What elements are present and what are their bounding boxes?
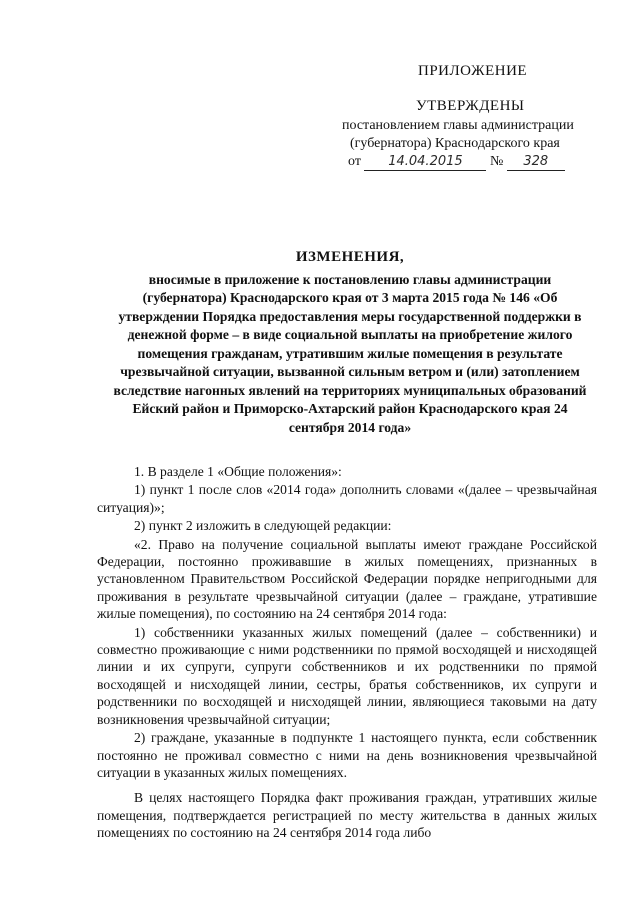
document-body [97,463,597,843]
document-title [110,248,590,437]
paragraph: 2) пункт 2 изложить в следующей редакции: [134,518,392,534]
handwritten-date: 14.04.2015 [364,153,486,171]
from-label: от [348,154,361,169]
paragraph: «2. Право на получение социальной выплаты имеют граждане Российской Федерации, постоянно проживавшие в жилых помещениях, признанных в установленном Правительством Российской Федерации порядке непригодными для проживания в результате чрезвычайной ситуации (далее – граждане, утратившие жилые помещения), по состоянию на 24 сентября 2014 года: [97,536,597,622]
paragraph: 1. В разделе 1 «Общие положения»: [134,464,342,479]
approval-line-1: постановлением главы администрации [342,118,574,133]
appendix-label: ПРИЛОЖЕНИЕ [418,63,528,79]
approved-label: УТВЕРЖДЕНЫ [416,98,525,114]
approval-line-2: (губернатора) Краснодарского края [350,136,560,151]
paragraph: 1) пункт 1 после слов «2014 года» дополнить словами «(далее – чрезвычайная ситуация)»; [97,482,597,515]
approval-date-line [348,153,565,171]
paragraph: 2) граждане, указанные в подпункте 1 настоящего пункта, если собственник постоянно не проживал совместно с ними на день возникновения чрезвычайной ситуации в указанных жилых помещениях. [97,730,597,780]
handwritten-number: 328 [507,153,565,171]
number-label: № [489,154,504,169]
title-text: вносимые в приложение к постановлению главы администрации (губернатора) Краснодарского края от 3 марта 2015 года № 146 «Об утверждении Порядка предоставления меры государственной поддержки в денежной форме – в виде социальной выплаты на приобретение жилого помещения гражданам, утратившим жилые помещения в результате чрезвычайной ситуации, вызванной сильным ветром и (или) затоплением вследствие нагонных явлений на территориях муниципальных образований Ейский район и Приморско-Ахтарский район Краснодарского края 24 сентября 2014 года» [113,271,587,435]
paragraph: В целях настоящего Порядка факт проживания граждан, утративших жилые помещения, подтверждается регистрацией по месту жительства в данных жилых помещениях по состоянию на 24 сентября 2014 года либо [97,790,597,841]
paragraph: 1) собственники указанных жилых помещений (далее – собственники) и совместно проживающие с ними родственники по прямой восходящей и нисходящей линии и их супруги, супруги собственников и их родственники по прямой восходящей и нисходящей линии, сестры, братья собственников, их супруги и родственники по восходящей и нисходящей линии, являющиеся таковыми на дату возникновения чрезвычайной ситуации; [97,624,597,727]
title-heading: ИЗМЕНЕНИЯ, [295,249,405,265]
